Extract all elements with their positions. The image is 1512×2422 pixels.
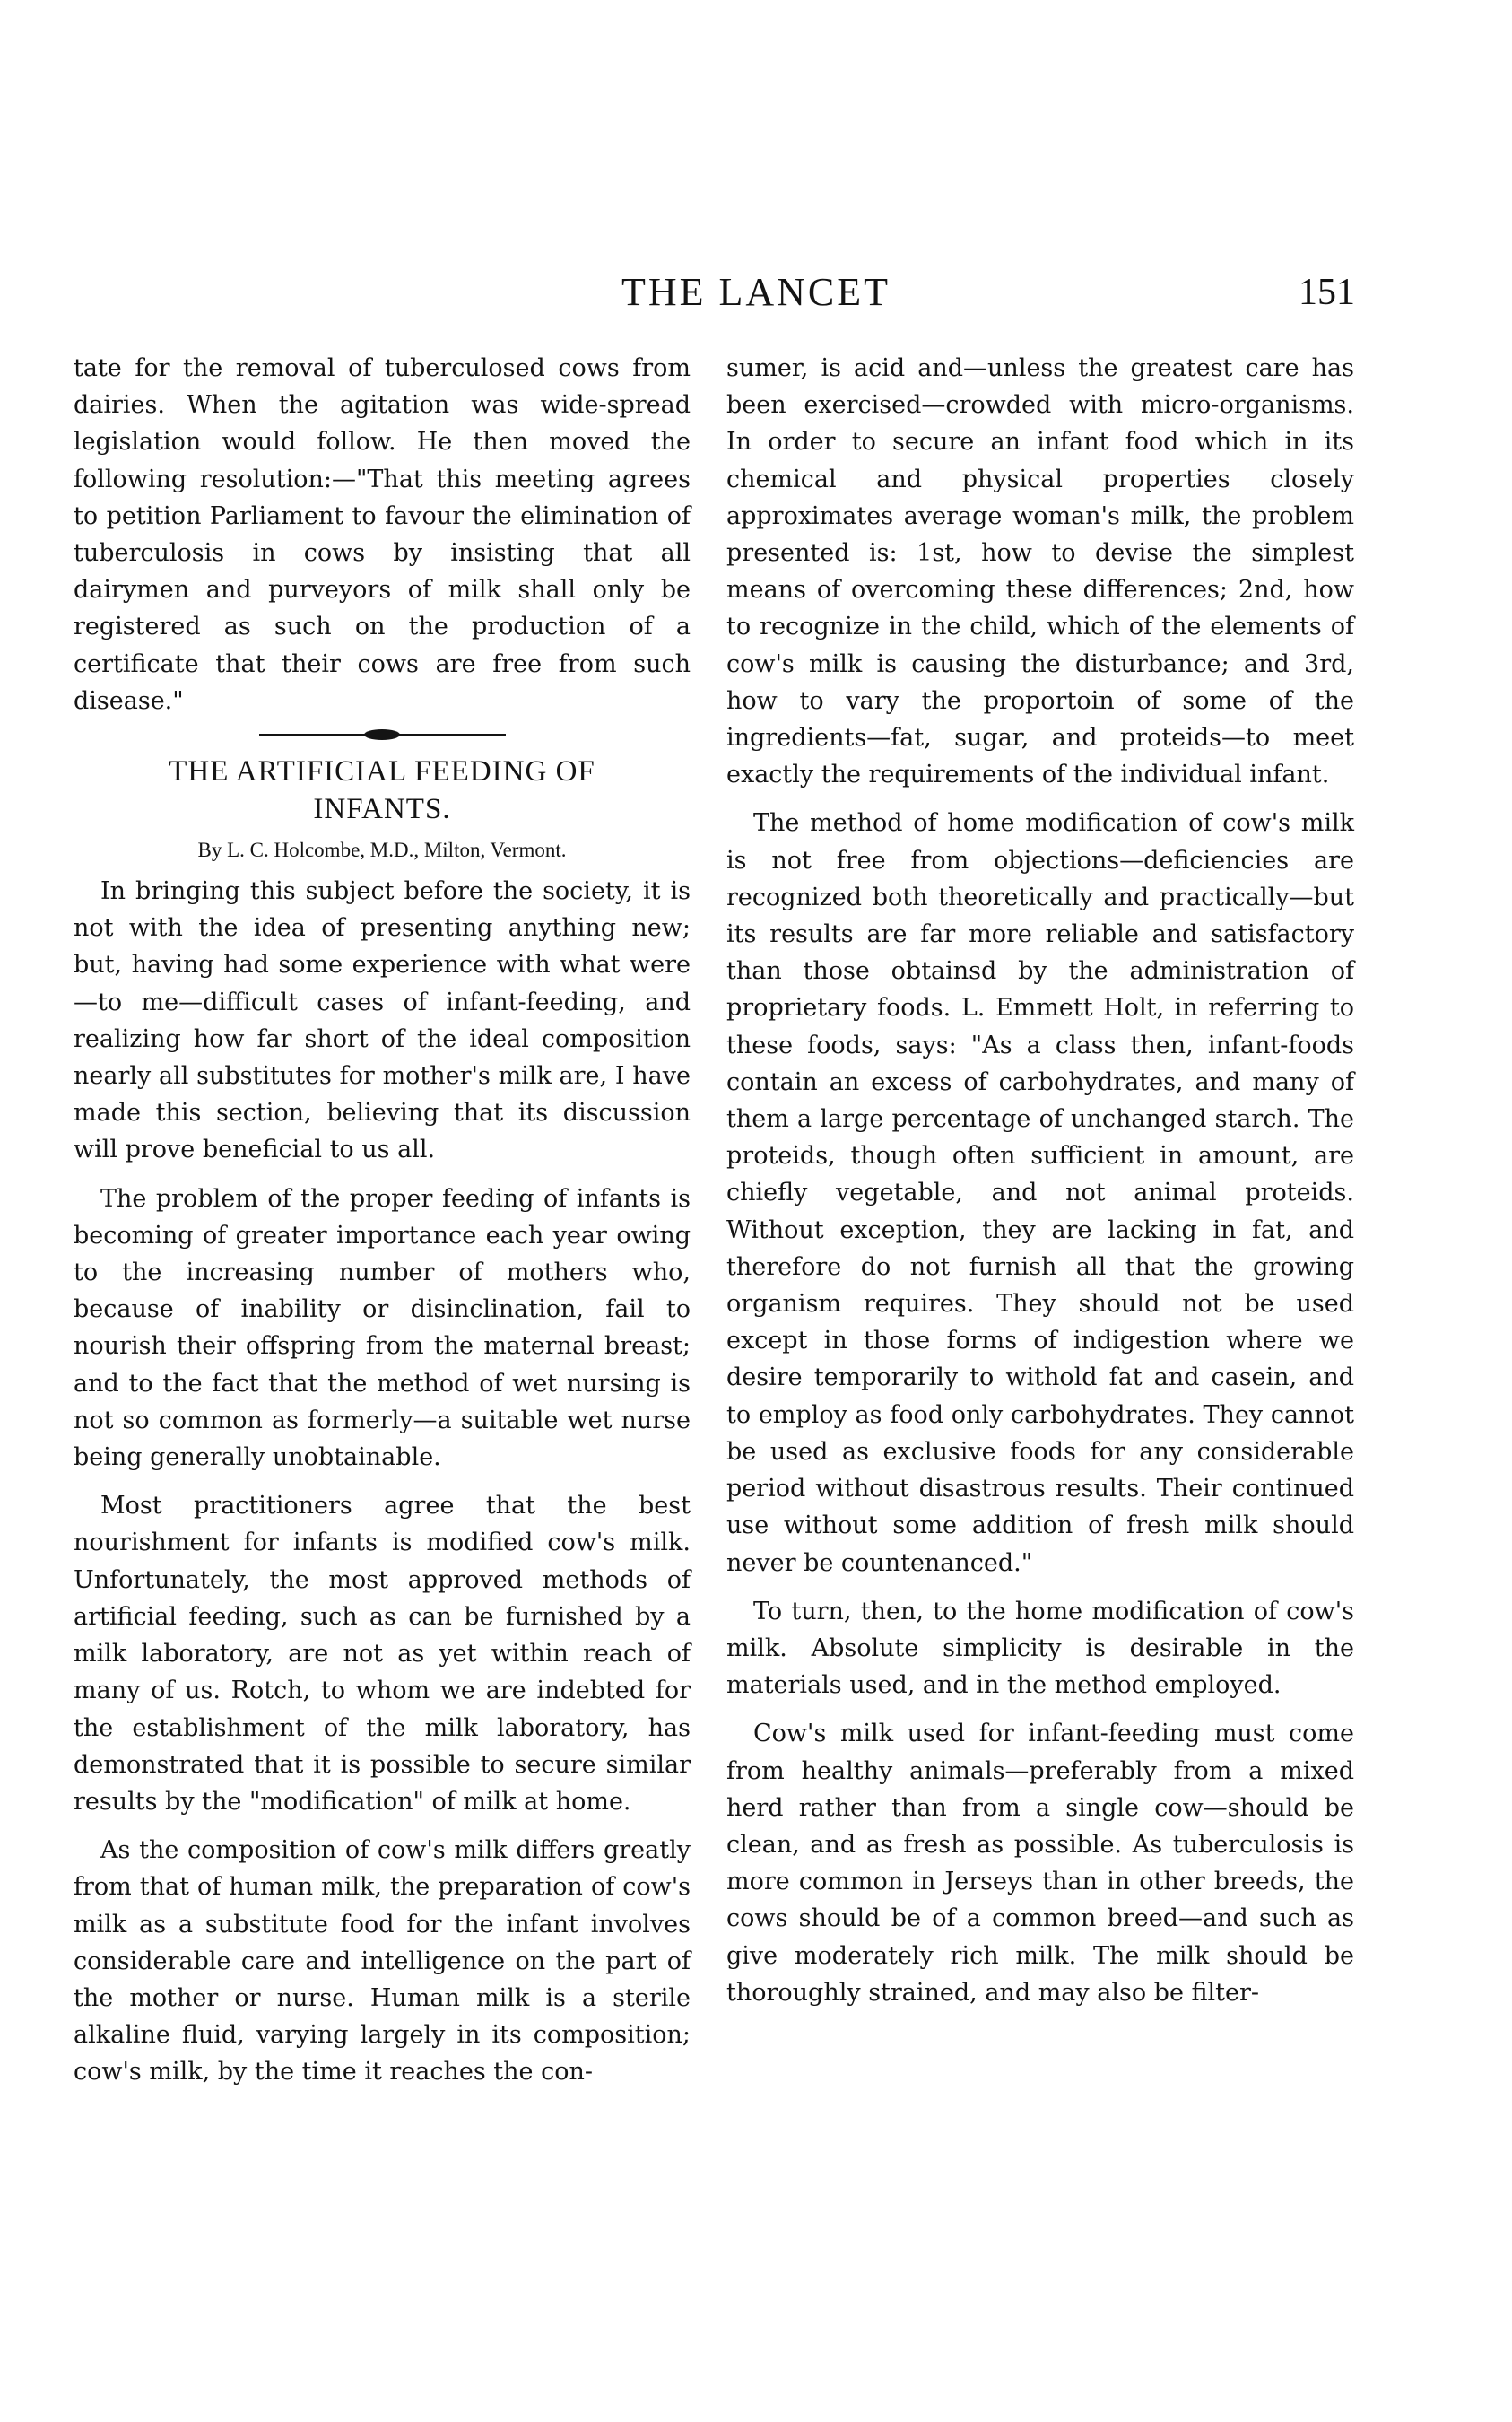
article-title: THE ARTIFICIAL FEEDING OF INFANTS. [169, 755, 595, 826]
body-paragraph: Cow's milk used for infant-feeding must come from healthy animals—preferably from a mixed herd rather than from a single cow—should be clean, and as fresh as possible. As tuberculosis is more common in Jerseys than in other breeds, the cows should be of a common breed—and such as give moderately rich milk. The milk should be thoroughly strained, and may also be filter- [726, 1720, 1354, 2007]
body-paragraph: To turn, then, to the home modification of cow's milk. Absolute simplicity is desirable in the materials used, and in the method employed. [726, 1597, 1354, 1700]
section-divider [259, 734, 506, 736]
journal-title: THE LANCET [621, 270, 891, 314]
body-paragraph: As the composition of cow's milk differs greatly from that of human milk, the preparation of cow's milk as a substitute food for the infant involves considerable care and intelligence on the part of the mother or nurse. Human milk is a sterile alkaline fluid, varying largely in its composition; cow's milk, by the time it reaches the con- [74, 1836, 691, 2087]
left-column [74, 350, 691, 2103]
page-number: 151 [1299, 272, 1355, 313]
right-column [726, 350, 1354, 2023]
continuation-paragraph: tate for the removal of tuberculosed cows from dairies. When the agitation was wide-spread legislation would follow. He then moved the following resolution:—"That this meeting agrees to petition Parliament to favour the elimination of tuberculosis in cows by insisting that all dairymen and purveyors of milk shall only be registered as such on the production of a certificate that their cows are free from such disease." [74, 354, 691, 715]
body-paragraph: In bringing this subject before the society, it is not with the idea of presenting anything new; but, having had some experience with what were—to me—difficult cases of infant-feeding, and realizing how far short of the ideal composition nearly all substitutes for mother's milk are, I have made this section, believing that its discussion will prove beneficial to us all. [74, 877, 691, 1164]
article-byline: By L. C. Holcombe, M.D., Milton, Vermont. [197, 839, 567, 862]
body-paragraph: The method of home modification of cow's milk is not free from objections—deficiencies are recognized both theoretically and practically—but its results are far more reliable and satisfactory than those obtainsd by the administration of proprietary foods. L. Emmett Holt, in referring to these foods, says: "As a class then, infant-foods contain an excess of carbohydrates, and many of them a large percentage of unchanged starch. The proteids, though often sufficient in amount, are chiefly vegetable, and not animal proteids. Without exception, they are lacking in fat, and therefore do not furnish all that the growing organism requires. They should not be used except in those forms of indigestion where we desire temporarily to withold fat and casein, and to employ as food only carbohydrates. They cannot be used as exclusive foods for any considerable period without disastrous results. Their continued use without some addition of fresh milk should never be countenanced." [726, 809, 1354, 1577]
page-header [0, 269, 1512, 323]
body-paragraph: sumer, is acid and—unless the greatest care has been exercised—crowded with micro-organisms. In order to secure an infant food which in its chemical and physical properties closely approximates average woman's milk, the problem presented is: 1st, how to devise the simplest means of overcoming these differences; 2nd, how to recognize in the child, which of the elements of cow's milk is causing the disturbance; and 3rd, how to vary the proportoin of some of the ingredients—fat, sugar, and proteids—to meet exactly the requirements of the individual infant. [726, 354, 1354, 789]
body-paragraph: The problem of the proper feeding of infants is becoming of greater importance each year owing to the increasing number of mothers who, because of inability or disinclination, fail to nourish their offspring from the maternal breast; and to the fact that the method of wet nursing is not so common as formerly—a suitable wet nurse being generally unobtainable. [74, 1184, 691, 1472]
body-paragraph: Most practitioners agree that the best nourishment for infants is modified cow's milk. Unfortunately, the most approved methods of artificial feeding, such as can be furnished by a milk laboratory, are not as yet within reach of many of us. Rotch, to whom we are indebted for the establishment of the milk laboratory, has demonstrated that it is possible to secure similar results by the "modification" of milk at home. [74, 1492, 691, 1816]
